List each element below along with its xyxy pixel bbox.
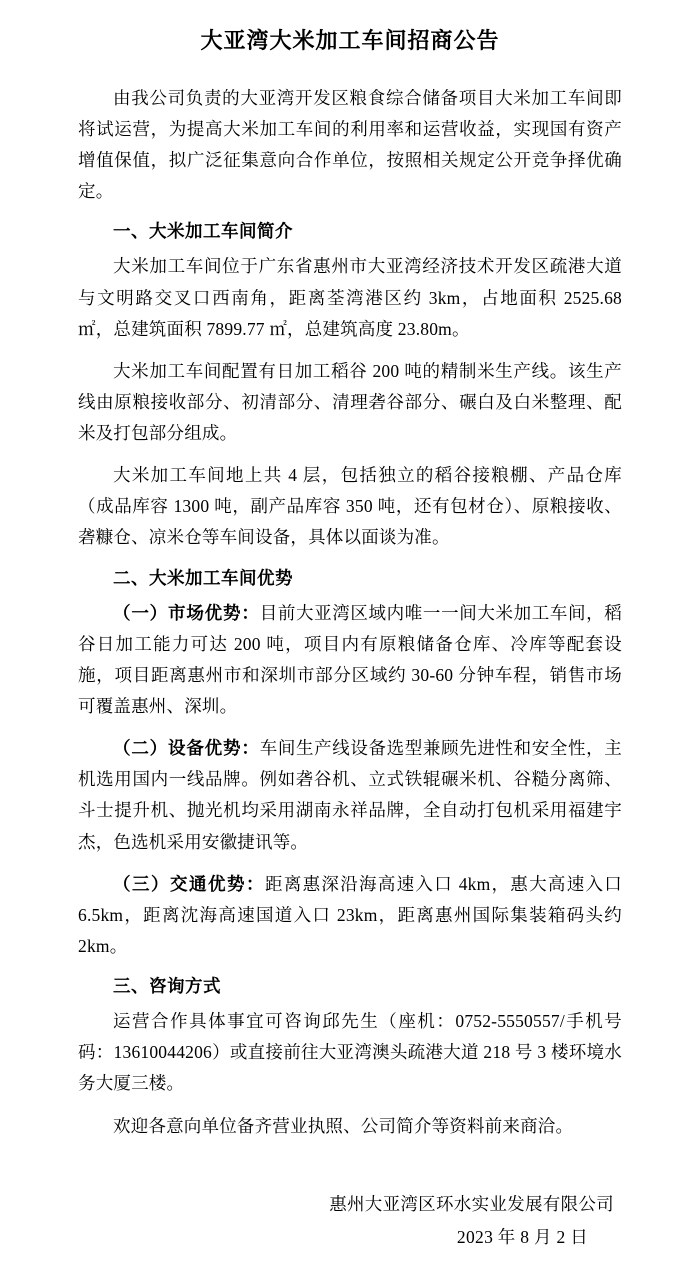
page-title: 大亚湾大米加工车间招商公告: [200, 28, 500, 53]
signature-date: 2023 年 8 月 2 日: [456, 1226, 588, 1247]
market-advantage-paragraph: [78, 598, 622, 723]
equipment-advantage-text: 车间生产线设备选型兼顾先进性和安全性，主机选用国内一线品牌。例如砻谷机、立式铁辊碾米机、谷糙分离筛、斗士提升机、抛光机均采用湖南永祥品牌，全自动打包机采用福建宇杰，色选机采用安徽捷讯等。: [78, 738, 623, 852]
transport-advantage-paragraph: [78, 869, 622, 962]
section-heading-1: 一、大米加工车间简介: [113, 221, 293, 242]
transport-advantage-text: 距离惠深沿海高速入口 4km，惠大高速入口 6.5km，距离沈海高速国道入口 23km，距离惠州国际集装箱码头约 2km。: [78, 873, 623, 957]
section-1-paragraph-3: 大米加工车间地上共 4 层，包括独立的稻谷接粮棚、产品仓库（成品库容 1300 吨，副产品库容 350 吨，还有包材仓）、原粮接收、砻糠仓、凉米仓等车间设备，具体以面谈为准。: [78, 465, 622, 548]
signature-block: [78, 1188, 622, 1255]
contact-paragraph: 运营合作具体事宜可咨询邱先生（座机：0752-5550557/手机号码：13610044206）或直接前往大亚湾澳头疏港大道 218 号 3 楼环境水务大厦三楼。: [78, 1011, 622, 1094]
equipment-advantage-paragraph: [78, 733, 622, 858]
section-1-paragraph-2: 大米加工车间配置有日加工稻谷 200 吨的精制米生产线。该生产线由原粮接收部分、初清部分、清理砻谷部分、碾白及白米整理、配米及打包部分组成。: [78, 360, 622, 444]
section-1-paragraph-1: 大米加工车间位于广东省惠州市大亚湾经济技术开发区疏港大道与文明路交叉口西南角，距离荃湾港区约 3km，占地面积 2525.68 ㎡，总建筑面积 7899.77 ㎡，总建筑高度 23.80m。: [78, 256, 622, 339]
market-advantage-text: 目前大亚湾区域内唯一一间大米加工车间，稻谷日加工能力可达 200 吨，项目内有原粮储备仓库、冷库等配套设施，项目距离惠州市和深圳市部分区域约 30-60 分钟车程，销售市场可覆盖惠州、深圳。: [78, 602, 623, 717]
market-advantage-label: （一）市场优势：: [113, 602, 260, 623]
signature-organization: 惠州大亚湾区环水实业发展有限公司: [329, 1193, 614, 1214]
equipment-advantage-label: （二）设备优势：: [113, 738, 260, 759]
intro-paragraph: 由我公司负责的大亚湾开发区粮食综合储备项目大米加工车间即将试运营，为提高大米加工车间的利用率和运营收益，实现国有资产增值保值，拟广泛征集意向合作单位，按照相关规定公开竞争择优确定。: [78, 87, 622, 202]
section-heading-2: 二、大米加工车间优势: [113, 567, 293, 588]
closing-paragraph: 欢迎各意向单位备齐营业执照、公司简介等资料前来商洽。: [113, 1115, 574, 1136]
section-heading-3: 三、咨询方式: [113, 976, 221, 997]
transport-advantage-label: （三）交通优势：: [113, 873, 266, 894]
